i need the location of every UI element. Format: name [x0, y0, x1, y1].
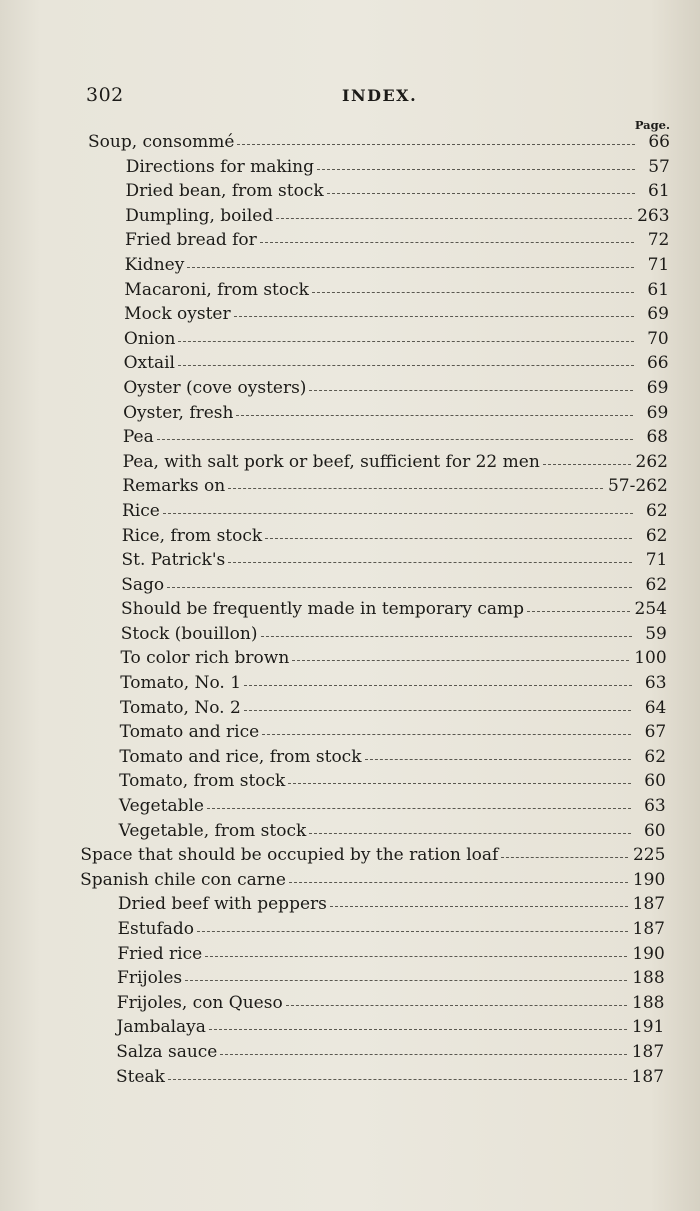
dot-leader [187, 267, 634, 268]
dot-leader [286, 1005, 627, 1006]
index-entry [0, 280, 700, 305]
entry-label: Oyster, fresh [123, 402, 234, 423]
index-entry [0, 968, 700, 993]
index-entry [0, 599, 700, 624]
entry-label: Jambalaya [116, 1017, 206, 1038]
entry-page-number: 70 [647, 328, 669, 349]
dot-leader [237, 144, 635, 145]
index-entry [0, 722, 700, 747]
dot-leader [228, 488, 603, 489]
index-entry [0, 1042, 700, 1067]
dot-leader [265, 538, 632, 539]
entry-label: Onion [123, 328, 176, 349]
index-entry [0, 255, 700, 280]
entry-label: Pea [122, 427, 154, 448]
dot-leader [244, 710, 632, 711]
entry-label: Sago [121, 574, 165, 595]
page-column-heading: Page. [634, 118, 670, 132]
entry-page-number: 100 [634, 648, 667, 669]
dot-leader [209, 1029, 627, 1030]
index-entries [0, 132, 700, 1091]
dot-leader [262, 734, 631, 735]
entry-label: Fried bread for [124, 230, 257, 251]
entry-page-number: 63 [644, 796, 666, 817]
entry-label: Soup, consommé [88, 132, 235, 152]
dot-leader [167, 587, 632, 588]
entry-page-number: 57-262 [607, 476, 668, 497]
index-entry [0, 870, 700, 895]
index-entry [0, 821, 700, 846]
entry-label: Tomato, from stock [119, 771, 286, 792]
dot-leader [543, 464, 631, 465]
entry-label: Tomato and rice, from stock [119, 746, 362, 767]
entry-page-number: 190 [632, 869, 666, 890]
entry-page-number: 69 [646, 377, 669, 398]
entry-page-number: 71 [645, 550, 668, 571]
page-header [86, 84, 671, 112]
dot-leader [168, 1079, 627, 1080]
entry-label: Oyster (cove oysters) [123, 377, 307, 398]
entry-page-number: 62 [645, 574, 668, 595]
entry-page-number: 262 [635, 451, 668, 472]
running-head: INDEX. [342, 86, 418, 105]
page-number: 302 [86, 84, 124, 106]
index-entry [0, 944, 700, 969]
entry-label: Rice [122, 500, 160, 521]
dot-leader [292, 660, 629, 661]
entry-page-number: 187 [631, 1066, 664, 1087]
index-entry [0, 403, 700, 428]
dot-leader [178, 365, 634, 366]
entry-label: To color rich brown [120, 648, 290, 669]
index-entry [0, 476, 700, 501]
entry-label: Fried rice [117, 943, 203, 964]
index-entry [0, 747, 700, 772]
entry-label: Dumpling, boiled [125, 205, 274, 226]
index-entry [0, 501, 700, 526]
entry-page-number: 254 [634, 599, 667, 620]
entry-page-number: 187 [631, 1041, 665, 1062]
dot-leader [276, 218, 632, 219]
entry-page-number: 66 [646, 353, 669, 374]
entry-page-number: 67 [644, 722, 667, 743]
dot-leader [289, 882, 628, 883]
dot-leader [236, 415, 633, 416]
dot-leader [234, 316, 634, 317]
entry-page-number: 59 [645, 623, 667, 644]
entry-label: Vegetable [118, 796, 204, 817]
entry-page-number: 191 [631, 1017, 665, 1038]
index-entry [0, 427, 700, 452]
index-entry [0, 624, 700, 649]
entry-page-number: 69 [647, 304, 669, 325]
entry-page-number: 57 [648, 156, 670, 177]
entry-page-number: 62 [646, 500, 668, 521]
entry-label: Should be frequently made in temporary camp [121, 599, 525, 620]
entry-label: Tomato, No. 1 [120, 673, 242, 694]
entry-page-number: 225 [632, 845, 666, 866]
dot-leader [317, 169, 635, 170]
entry-page-number: 61 [647, 279, 670, 300]
dot-leader [197, 931, 627, 932]
entry-label: Vegetable, from stock [118, 820, 307, 841]
dot-leader [309, 390, 633, 391]
entry-page-number: 62 [644, 746, 667, 767]
entry-page-number: 71 [647, 254, 670, 275]
entry-label: Dried bean, from stock [125, 181, 324, 202]
entry-page-number: 72 [647, 230, 670, 251]
index-entry [0, 673, 700, 698]
index-entry [0, 526, 700, 551]
index-entry [0, 329, 700, 354]
index-entry [0, 796, 700, 821]
index-entry [0, 698, 700, 723]
dot-leader [244, 685, 632, 686]
entry-label: Spanish chile con carne [80, 869, 286, 890]
dot-leader [330, 906, 628, 907]
index-entry [0, 648, 700, 673]
entry-label: Tomato and rice [119, 722, 260, 743]
entry-label: Macaroni, from stock [124, 279, 309, 300]
dot-leader [205, 956, 627, 957]
index-entry [0, 845, 700, 870]
dot-leader [185, 980, 627, 981]
index-entry [0, 132, 700, 157]
entry-label: Oxtail [123, 353, 175, 374]
entry-page-number: 69 [646, 402, 669, 423]
entry-label: Dried beef with peppers [117, 894, 327, 915]
index-entry [0, 378, 700, 403]
index-entry [0, 575, 700, 600]
entry-label: Tomato, No. 2 [119, 697, 241, 718]
index-entry [0, 919, 700, 944]
entry-label: Estufado [117, 919, 195, 939]
dot-leader [309, 833, 630, 834]
entry-page-number: 68 [646, 427, 669, 448]
dot-leader [327, 193, 635, 194]
dot-leader [163, 513, 633, 514]
index-entry [0, 993, 700, 1018]
entry-page-number: 60 [643, 820, 666, 841]
dot-leader [288, 783, 631, 784]
entry-label: Kidney [124, 254, 185, 275]
entry-page-number: 187 [632, 894, 666, 915]
dot-leader [220, 1054, 626, 1055]
dot-leader [260, 242, 635, 243]
entry-label: Space that should be occupied by the ration loaf [80, 845, 499, 866]
entry-label: Pea, with salt pork or beef, sufficient for 22 men [122, 451, 540, 472]
index-entry [0, 1017, 700, 1042]
index-entry [0, 181, 700, 206]
dot-leader [228, 562, 632, 563]
dot-leader [178, 341, 633, 342]
entry-page-number: 63 [644, 673, 667, 694]
entry-label: Frijoles, con Queso [116, 992, 283, 1013]
entry-page-number: 263 [637, 205, 670, 226]
entry-page-number: 188 [632, 992, 665, 1013]
index-entry [0, 206, 700, 231]
index-entry [0, 550, 700, 575]
index-entry [0, 157, 700, 182]
entry-page-number: 187 [632, 919, 665, 939]
entry-page-number: 188 [632, 968, 665, 989]
entry-page-number: 61 [648, 181, 670, 202]
dot-leader [207, 808, 631, 809]
index-entry [0, 304, 700, 329]
entry-label: Frijoles [117, 968, 183, 989]
dot-leader [261, 636, 632, 637]
entry-page-number: 66 [648, 132, 670, 152]
dot-leader [527, 611, 630, 612]
index-entry [0, 1067, 700, 1092]
index-entry [0, 452, 700, 477]
entry-label: St. Patrick's [121, 550, 226, 571]
dot-leader [501, 857, 628, 858]
dot-leader [157, 439, 633, 440]
entry-page-number: 62 [645, 525, 668, 546]
entry-label: Stock (bouillon) [120, 623, 258, 644]
entry-label: Mock oyster [124, 304, 231, 325]
entry-label: Directions for making [125, 156, 314, 177]
entry-page-number: 64 [644, 697, 667, 718]
entry-page-number: 60 [644, 771, 666, 792]
index-entry [0, 230, 700, 255]
entry-label: Steak [116, 1066, 165, 1087]
index-entry [0, 894, 700, 919]
index-entry [0, 771, 700, 796]
entry-page-number: 190 [632, 943, 665, 964]
dot-leader [312, 292, 634, 293]
entry-label: Remarks on [122, 476, 226, 497]
entry-label: Rice, from stock [121, 525, 263, 546]
entry-label: Salza sauce [116, 1041, 218, 1062]
dot-leader [365, 759, 632, 760]
index-entry [0, 353, 700, 378]
